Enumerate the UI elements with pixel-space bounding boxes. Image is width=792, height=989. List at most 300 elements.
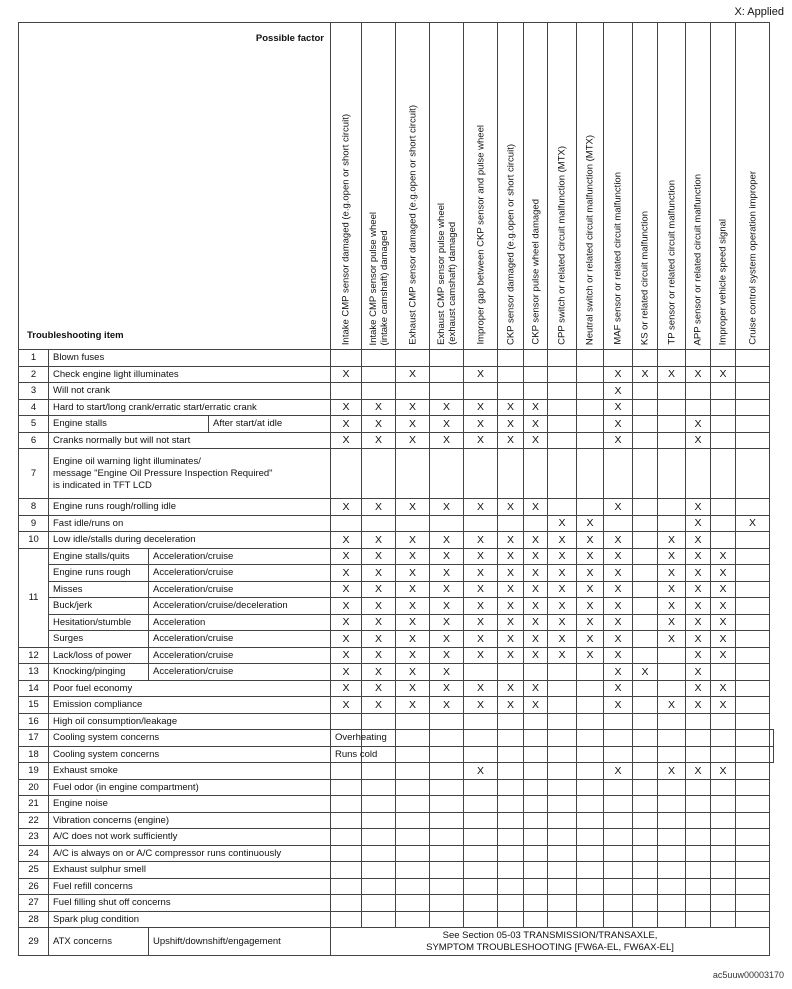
factor-cell: X: [711, 581, 736, 598]
factor-cell: X: [524, 697, 548, 714]
factor-cell: [430, 449, 464, 499]
factor-cell: X: [686, 416, 711, 433]
factor-cell: [658, 432, 686, 449]
factor-cell: [658, 829, 686, 846]
factor-cell: [362, 812, 396, 829]
factor-cell: X: [430, 647, 464, 664]
factor-cell: [770, 730, 774, 747]
factor-cell: X: [604, 680, 633, 697]
factor-cell: [396, 829, 430, 846]
factor-cell: X: [577, 515, 604, 532]
factor-cell: X: [524, 614, 548, 631]
factor-cell: X: [362, 614, 396, 631]
factor-cell: X: [498, 499, 524, 516]
factor-cell: [711, 383, 736, 400]
figure-id: ac5uuw00003170: [712, 970, 784, 980]
factor-cell: [524, 515, 548, 532]
row-number: 10: [19, 532, 49, 549]
factor-cell: [430, 515, 464, 532]
factor-cell: [498, 763, 524, 780]
factor-cell: [464, 779, 498, 796]
factor-cell: [658, 730, 686, 747]
factor-cell: [686, 895, 711, 912]
factor-cell: X: [430, 631, 464, 648]
factor-cell: [736, 350, 770, 367]
factor-cell: [577, 746, 604, 763]
factor-cell: [736, 383, 770, 400]
factor-cell: [362, 878, 396, 895]
troubleshooting-item: Will not crank: [49, 383, 331, 400]
factor-cell: [633, 878, 658, 895]
factor-cell: [577, 697, 604, 714]
troubleshooting-item: Buck/jerk: [49, 598, 149, 615]
factor-cell: X: [577, 647, 604, 664]
factor-cell: X: [362, 598, 396, 615]
factor-cell: X: [686, 614, 711, 631]
factor-cell: [524, 730, 548, 747]
troubleshooting-item-label: Troubleshooting item: [27, 330, 124, 341]
factor-cell: X: [430, 664, 464, 681]
factor-cell: X: [498, 647, 524, 664]
factor-cell: X: [548, 565, 577, 582]
factor-cell: X: [362, 565, 396, 582]
table-row: [19, 565, 774, 582]
factor-cell: X: [686, 664, 711, 681]
factor-cell: X: [686, 581, 711, 598]
factor-cell: [524, 763, 548, 780]
factor-cell: X: [577, 631, 604, 648]
factor-cell: X: [498, 548, 524, 565]
factor-cell: X: [362, 581, 396, 598]
factor-cell: [658, 680, 686, 697]
factor-cell: [686, 713, 711, 730]
factor-header: [362, 23, 396, 350]
factor-cell: [658, 796, 686, 813]
factor-cell: [736, 763, 770, 780]
factor-header: [633, 23, 658, 350]
factor-cell: [430, 812, 464, 829]
factor-cell: [430, 350, 464, 367]
factor-cell: [524, 713, 548, 730]
factor-cell: [577, 812, 604, 829]
factor-cell: [604, 796, 633, 813]
factor-header: [736, 23, 770, 350]
factor-cell: [430, 366, 464, 383]
factor-cell: X: [577, 581, 604, 598]
troubleshooting-item: Exhaust smoke: [49, 763, 331, 780]
factor-cell: X: [396, 598, 430, 615]
factor-cell: [633, 697, 658, 714]
factor-cell: X: [464, 416, 498, 433]
factor-cell: [604, 746, 633, 763]
factor-cell: [498, 664, 524, 681]
factor-cell: X: [331, 581, 362, 598]
troubleshooting-item: Cranks normally but will not start: [49, 432, 331, 449]
factor-cell: [396, 845, 430, 862]
factor-cell: [524, 911, 548, 928]
factor-cell: X: [396, 680, 430, 697]
factor-label: Improper gap between CKP sensor and pulse wheel: [475, 125, 486, 345]
factor-cell: [331, 383, 362, 400]
factor-cell: [548, 432, 577, 449]
factor-cell: X: [430, 416, 464, 433]
factor-cell: [711, 515, 736, 532]
factor-cell: [658, 713, 686, 730]
factor-cell: [633, 647, 658, 664]
factor-cell: [362, 350, 396, 367]
factor-cell: [633, 614, 658, 631]
factor-cell: [658, 746, 686, 763]
factor-cell: [577, 862, 604, 879]
factor-cell: [362, 862, 396, 879]
factor-cell: [430, 895, 464, 912]
factor-cell: [430, 383, 464, 400]
factor-cell: [633, 862, 658, 879]
troubleshooting-item: Poor fuel economy: [49, 680, 331, 697]
factor-cell: X: [548, 631, 577, 648]
factor-cell: [548, 895, 577, 912]
factor-cell: X: [362, 399, 396, 416]
factor-cell: [736, 812, 770, 829]
factor-cell: X: [658, 565, 686, 582]
factor-cell: X: [524, 432, 548, 449]
factor-cell: [548, 796, 577, 813]
factor-cell: [464, 812, 498, 829]
factor-cell: X: [524, 581, 548, 598]
factor-cell: [711, 878, 736, 895]
factor-cell: [736, 664, 770, 681]
factor-cell: [658, 878, 686, 895]
factor-header: [331, 23, 362, 350]
troubleshooting-item: Exhaust sulphur smell: [49, 862, 331, 879]
factor-cell: [331, 779, 362, 796]
table-row: [19, 664, 774, 681]
factor-cell: X: [658, 763, 686, 780]
factor-cell: [464, 862, 498, 879]
table-row: [19, 548, 774, 565]
troubleshooting-item: Knocking/pinging: [49, 664, 149, 681]
factor-cell: X: [430, 697, 464, 714]
factor-cell: [498, 796, 524, 813]
factor-cell: X: [396, 416, 430, 433]
condition: Acceleration/cruise/deceleration: [149, 598, 331, 615]
factor-cell: [524, 895, 548, 912]
troubleshooting-item: Emission compliance: [49, 697, 331, 714]
troubleshooting-item: Vibration concerns (engine): [49, 812, 331, 829]
factor-cell: [498, 350, 524, 367]
factor-cell: [548, 664, 577, 681]
factor-cell: X: [430, 432, 464, 449]
factor-cell: [430, 779, 464, 796]
factor-cell: X: [711, 565, 736, 582]
factor-cell: [736, 581, 770, 598]
table-row: [19, 779, 774, 796]
row-number: 25: [19, 862, 49, 879]
factor-cell: [686, 796, 711, 813]
factor-cell: [604, 713, 633, 730]
factor-cell: [736, 614, 770, 631]
factor-cell: [633, 548, 658, 565]
troubleshooting-item: Fuel refill concerns: [49, 878, 331, 895]
factor-cell: [548, 878, 577, 895]
factor-cell: [331, 862, 362, 879]
factor-cell: [604, 449, 633, 499]
factor-cell: [711, 730, 736, 747]
factor-header: [524, 23, 548, 350]
factor-cell: X: [686, 763, 711, 780]
factor-cell: [396, 895, 430, 912]
row-number: 27: [19, 895, 49, 912]
factor-cell: [577, 664, 604, 681]
table-row: [19, 581, 774, 598]
factor-cell: X: [658, 598, 686, 615]
factor-cell: X: [396, 532, 430, 549]
factor-cell: [498, 779, 524, 796]
factor-cell: [633, 350, 658, 367]
factor-cell: [633, 812, 658, 829]
table-row: [19, 647, 774, 664]
factor-cell: [686, 845, 711, 862]
factor-label: Improper vehicle speed signal: [717, 218, 729, 345]
factor-cell: X: [604, 647, 633, 664]
troubleshooting-item: Check engine light illuminates: [49, 366, 331, 383]
factor-cell: [524, 829, 548, 846]
factor-cell: X: [686, 432, 711, 449]
factor-cell: [577, 399, 604, 416]
factor-cell: [430, 796, 464, 813]
factor-label: MAF sensor or related circuit malfunction: [612, 172, 624, 345]
factor-cell: [736, 416, 770, 433]
factor-header: [686, 23, 711, 350]
factor-cell: [548, 680, 577, 697]
factor-cell: X: [331, 548, 362, 565]
factor-cell: [430, 730, 464, 747]
factor-cell: X: [331, 399, 362, 416]
factor-cell: X: [331, 680, 362, 697]
factor-cell: [633, 532, 658, 549]
legend-applied: X: Applied: [734, 6, 784, 18]
factor-cell: [577, 499, 604, 516]
row-number: 18: [19, 746, 49, 763]
factor-cell: [736, 499, 770, 516]
factor-cell: X: [604, 432, 633, 449]
row-number: 12: [19, 647, 49, 664]
factor-cell: X: [430, 614, 464, 631]
factor-cell: [362, 713, 396, 730]
factor-cell: X: [604, 697, 633, 714]
table-row: [19, 763, 774, 780]
header-row: [19, 23, 774, 350]
factor-cell: X: [464, 680, 498, 697]
factor-cell: [686, 862, 711, 879]
factor-cell: X: [362, 548, 396, 565]
factor-cell: [362, 779, 396, 796]
factor-cell: X: [464, 647, 498, 664]
factor-cell: X: [604, 366, 633, 383]
factor-cell: [711, 416, 736, 433]
factor-cell: [736, 845, 770, 862]
factor-cell: X: [604, 614, 633, 631]
header-corner: [19, 23, 331, 350]
factor-cell: [331, 515, 362, 532]
factor-cell: [524, 812, 548, 829]
factor-cell: [396, 796, 430, 813]
factor-cell: X: [498, 532, 524, 549]
factor-cell: X: [686, 499, 711, 516]
troubleshooting-item: Engine stalls/quits: [49, 548, 149, 565]
factor-cell: [633, 713, 658, 730]
table-row: [19, 515, 774, 532]
factor-cell: [736, 532, 770, 549]
table-row: [19, 796, 774, 813]
factor-cell: [577, 449, 604, 499]
table-row: [19, 878, 774, 895]
troubleshooting-item: Engine runs rough/rolling idle: [49, 499, 331, 516]
table-row: [19, 697, 774, 714]
factor-cell: [577, 895, 604, 912]
troubleshooting-item: Engine stalls: [49, 416, 209, 433]
factor-cell: X: [396, 565, 430, 582]
factor-cell: [464, 730, 498, 747]
factor-cell: X: [396, 499, 430, 516]
condition: Acceleration/cruise: [149, 565, 331, 582]
factor-cell: [577, 366, 604, 383]
condition: Acceleration/cruise: [149, 581, 331, 598]
factor-cell: X: [464, 499, 498, 516]
factor-cell: [711, 746, 736, 763]
table-row: [19, 350, 774, 367]
factor-cell: X: [604, 631, 633, 648]
troubleshooting-item: Hesitation/stumble: [49, 614, 149, 631]
factor-label: Cruise control system operation improper: [747, 171, 758, 345]
factor-cell: [548, 763, 577, 780]
factor-cell: X: [362, 664, 396, 681]
factor-cell: X: [686, 366, 711, 383]
factor-cell: X: [604, 532, 633, 549]
factor-cell: [430, 829, 464, 846]
factor-cell: [686, 829, 711, 846]
factor-label: Intake CMP sensor pulse wheel (intake camshaft) damaged: [367, 211, 390, 345]
factor-cell: X: [331, 598, 362, 615]
factor-cell: [464, 515, 498, 532]
factor-cell: [658, 779, 686, 796]
factor-cell: [464, 796, 498, 813]
factor-cell: X: [464, 631, 498, 648]
factor-cell: X: [331, 532, 362, 549]
factor-cell: [331, 895, 362, 912]
factor-cell: X: [331, 631, 362, 648]
troubleshooting-item: A/C does not work sufficiently: [49, 829, 331, 846]
factor-cell: [686, 399, 711, 416]
factor-cell: X: [464, 399, 498, 416]
factor-cell: X: [362, 532, 396, 549]
factor-cell: [604, 845, 633, 862]
factor-cell: X: [430, 399, 464, 416]
factor-cell: [524, 862, 548, 879]
factor-cell: [633, 581, 658, 598]
factor-cell: [577, 432, 604, 449]
factor-cell: [430, 845, 464, 862]
row-number: 9: [19, 515, 49, 532]
factor-cell: [658, 845, 686, 862]
factor-cell: [686, 449, 711, 499]
factor-cell: X: [548, 515, 577, 532]
factor-cell: [362, 763, 396, 780]
row-number: 8: [19, 499, 49, 516]
factor-label: CKP sensor pulse wheel damaged: [530, 199, 541, 345]
factor-cell: [396, 878, 430, 895]
factor-cell: X: [396, 432, 430, 449]
factor-cell: [604, 730, 633, 747]
factor-cell: X: [577, 565, 604, 582]
factor-cell: X: [711, 763, 736, 780]
factor-cell: [736, 680, 770, 697]
table-row: [19, 631, 774, 648]
factor-cell: [604, 515, 633, 532]
factor-cell: [633, 432, 658, 449]
factor-cell: X: [396, 631, 430, 648]
factor-cell: X: [633, 366, 658, 383]
factor-cell: [331, 763, 362, 780]
factor-cell: [736, 565, 770, 582]
factor-cell: X: [604, 399, 633, 416]
factor-cell: [498, 449, 524, 499]
factor-cell: X: [711, 366, 736, 383]
factor-cell: [736, 730, 770, 747]
factor-cell: [396, 862, 430, 879]
factor-header: [548, 23, 577, 350]
factor-cell: X: [524, 499, 548, 516]
condition: Acceleration/cruise: [149, 548, 331, 565]
factor-cell: [548, 862, 577, 879]
factor-header: [498, 23, 524, 350]
factor-cell: X: [464, 366, 498, 383]
row-number: 6: [19, 432, 49, 449]
factor-cell: [548, 730, 577, 747]
factor-cell: [686, 779, 711, 796]
factor-cell: X: [396, 647, 430, 664]
factor-cell: [633, 598, 658, 615]
factor-cell: X: [524, 680, 548, 697]
factor-cell: [736, 796, 770, 813]
table-row: [19, 366, 774, 383]
factor-cell: [686, 730, 711, 747]
factor-cell: [548, 416, 577, 433]
factor-label: Neutral switch or related circuit malfunction (MTX): [584, 134, 596, 345]
factor-cell: X: [464, 548, 498, 565]
factor-cell: [736, 598, 770, 615]
factor-cell: X: [498, 581, 524, 598]
factor-cell: X: [331, 614, 362, 631]
factor-cell: [604, 350, 633, 367]
factor-cell: X: [524, 631, 548, 648]
possible-factor-label: Possible factor: [255, 33, 324, 44]
factor-cell: [604, 862, 633, 879]
condition: Overheating: [331, 730, 362, 747]
table-row: [19, 829, 774, 846]
factor-cell: [711, 862, 736, 879]
row-number: 4: [19, 399, 49, 416]
factor-cell: [430, 911, 464, 928]
factor-cell: X: [362, 432, 396, 449]
factor-cell: X: [396, 697, 430, 714]
table-row: [19, 895, 774, 912]
row-number: 22: [19, 812, 49, 829]
factor-cell: [331, 796, 362, 813]
factor-cell: X: [686, 548, 711, 565]
factor-cell: [604, 878, 633, 895]
factor-cell: X: [604, 383, 633, 400]
